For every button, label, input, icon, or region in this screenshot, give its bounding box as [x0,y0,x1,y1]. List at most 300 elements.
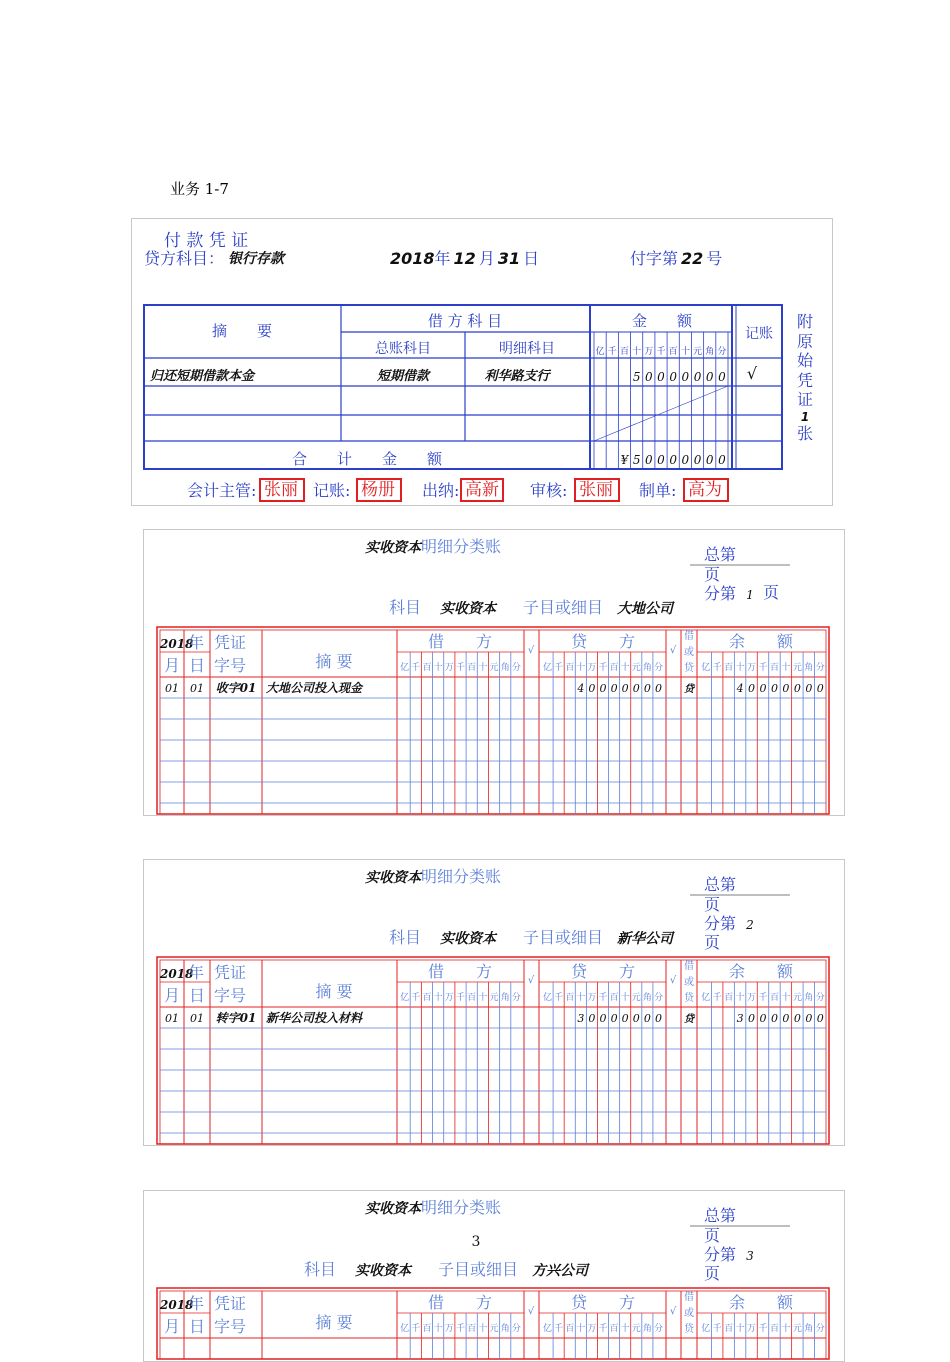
page-label-trailing: 页 [704,933,721,952]
digit-header: 万 [587,993,597,1003]
attach-char: 始 [796,351,813,370]
balance-digit: 0 [759,1012,767,1025]
subaccount-label: 子目或细目 [438,1260,519,1279]
digit-header: 十 [433,993,443,1003]
page-sub-label: 分第 [704,584,737,603]
ledger-type: 明细分类账 [420,537,502,556]
ledger-sheet [144,530,844,815]
digit-header: 角 [642,663,652,673]
day-label: 日 [188,986,206,1005]
subaccount-value: 大地公司 [617,601,673,617]
digit-header: 百 [724,1324,734,1334]
ledger-sheet [144,1191,844,1361]
digit-header: 百 [422,993,432,1003]
digit-header: 元 [489,993,499,1003]
ledger-title: 实收资本 [365,870,421,886]
attach-count: 1 [800,409,810,424]
digit-header: 角 [804,993,814,1003]
entry-voucher: 收字01 [215,681,257,695]
digit-header: 万 [747,993,757,1003]
date-year-unit: 年 [434,249,451,268]
entry-dr-cr: 贷 [684,1014,694,1025]
balance-digit: 0 [805,1012,813,1025]
summary-label: 摘 要 [315,1313,353,1332]
attach-char: 凭 [796,370,813,390]
credit-digit: 0 [599,682,607,695]
row-detail-account: 利华路支行 [484,369,550,384]
ledger-outer-border [157,627,829,814]
digit-header: 分 [511,1324,521,1334]
credit-digit: 0 [588,682,596,695]
digit-header: 百 [422,663,432,673]
day-label: 日 [188,1317,206,1336]
check-header: √ [527,1306,535,1317]
digit-header: 元 [489,663,499,673]
entry-day: 01 [190,682,204,695]
debit-label: 借 方 [427,1293,493,1312]
page-total-label: 总第 [704,545,737,564]
digit-header: 百 [467,993,477,1003]
reviewer-name: 张丽 [579,480,613,500]
digit-header: 亿 [701,1324,711,1334]
ledger-title: 实收资本 [365,540,421,556]
digit-header: 百 [565,663,575,673]
digit-header: 亿 [543,1324,553,1334]
digit-header: 千 [554,663,564,673]
entry-day: 01 [190,1012,204,1025]
dr-cr-header: 贷 [684,993,694,1004]
dr-cr-header: 借 [684,631,694,642]
digit-header: 亿 [701,993,711,1003]
void-slash [594,386,728,441]
debit-label: 借 方 [427,632,493,651]
digit-header: 亿 [595,347,605,357]
digit-header: 亿 [400,663,410,673]
sub-page-number: 3 [746,1249,754,1263]
subject-value: 实收资本 [440,601,496,617]
ledger-outer-border [157,957,829,1144]
credit-account-value: 银行存款 [228,251,284,267]
col-posted-header: 记账 [745,326,773,342]
digit-header: 分 [511,663,521,673]
amount-digit: 0 [693,370,702,384]
total-digit: 0 [657,453,665,467]
dr-cr-header: 借 [684,1292,694,1303]
credit-account-label: 贷方科目： [144,249,225,268]
digit-header: 十 [478,663,488,673]
digit-header: 十 [478,1324,488,1334]
debit-label: 借 方 [427,962,493,981]
cashier-name: 高新 [465,480,499,500]
digit-header: 亿 [400,1324,410,1334]
digit-header: 万 [444,993,454,1003]
posted-check: √ [746,364,758,383]
year-unit: 年 [188,1294,205,1313]
dr-cr-header: 或 [684,977,694,988]
digit-header: 千 [712,663,722,673]
balance-digit: 0 [782,1012,790,1025]
digit-header: 角 [705,347,715,357]
credit-label: 贷 方 [570,962,636,981]
digit-header: 角 [804,663,814,673]
digit-header: 分 [511,993,521,1003]
subject-label: 科目 [389,598,422,617]
total-label: 合 计 金 额 [291,450,443,468]
digit-header: 分 [653,993,663,1003]
voucher-title: 付 款 凭 证 [164,231,249,251]
reviewer-stamp [574,478,620,502]
digit-header: 亿 [400,993,410,1003]
digit-header: 元 [631,993,641,1003]
digit-header: 十 [620,1324,630,1334]
credit-digit: 0 [610,1012,618,1025]
balance-digit: 0 [816,682,824,695]
balance-digit: 0 [748,1012,756,1025]
date-month-unit: 月 [478,249,495,268]
total-digit: 5 [632,453,641,467]
digit-header: 千 [758,663,768,673]
balance-label: 余 额 [728,962,794,981]
balance-digit: 0 [793,682,801,695]
credit-digit: 0 [621,682,629,695]
month-label: 月 [163,656,181,675]
ledger-inner-border [160,630,826,814]
attach-char: 附 [796,312,813,331]
digit-header: 元 [489,1324,499,1334]
digit-header: 十 [735,663,745,673]
subject-label: 科目 [304,1260,337,1279]
credit-digit: 3 [577,1012,585,1025]
digit-header: 分 [815,1324,825,1334]
page-label-trailing: 页 [763,583,780,602]
ledger-type: 明细分类账 [420,867,502,886]
number-value: 22 [681,249,704,268]
total-digit: 0 [644,453,653,467]
credit-digit: 0 [643,1012,651,1025]
supervisor-label: 会计主管: [187,481,257,500]
digit-header: 千 [598,993,608,1003]
page-number: 3 [471,1234,481,1250]
dr-cr-header: 或 [684,647,694,658]
digit-header: 千 [656,347,666,357]
date-month: 12 [453,249,476,268]
check-header: √ [527,645,535,656]
total-digit: 0 [669,453,678,467]
page-total-label: 总第 [704,875,737,894]
amount-digit: 0 [669,370,678,384]
credit-digit: 0 [621,1012,629,1025]
col-detail-header: 明细科目 [499,341,555,357]
digit-header: 十 [620,663,630,673]
subaccount-value: 新华公司 [617,931,673,947]
digit-header: 分 [815,663,825,673]
digit-header: 百 [769,993,779,1003]
ledger-sheet [144,860,844,1145]
voucher-label: 凭证 [214,1294,247,1313]
digit-header: 元 [792,993,802,1003]
digit-header: 十 [632,347,642,357]
balance-digit: 0 [816,1012,824,1025]
digit-header: 亿 [543,663,553,673]
digit-header: 千 [712,993,722,1003]
check-header: √ [669,975,677,986]
digit-header: 千 [411,993,421,1003]
digit-header: 十 [620,993,630,1003]
cashier-label: 出纳: [422,481,460,500]
amount-digit: 5 [632,370,641,384]
digit-header: 千 [758,993,768,1003]
summary-label: 摘 要 [315,982,353,1001]
check-header: √ [527,975,535,986]
digit-header: 百 [769,663,779,673]
digit-header: 角 [804,1324,814,1334]
digit-header: 亿 [701,663,711,673]
col-amount-header: 金 额 [631,312,693,330]
digit-header: 千 [455,663,466,673]
col-debit-subject-header: 借 方 科 目 [427,312,503,330]
credit-digit: 0 [588,1012,596,1025]
total-digit: 0 [693,453,702,467]
balance-label: 余 额 [728,632,794,651]
digit-header: 分 [815,993,825,1003]
digit-header: 元 [631,1324,641,1334]
entry-month: 01 [165,682,179,695]
amount-digit: 0 [644,370,653,384]
digit-header: 百 [769,1324,779,1334]
row-general-account: 短期借款 [376,369,430,384]
digit-header: 千 [411,1324,421,1334]
digit-header: 千 [598,1324,608,1334]
date-year: 2018 [390,249,435,268]
bookkeeper-label: 记账: [313,481,351,500]
dr-cr-header: 贷 [684,1324,694,1335]
digit-header: 千 [554,1324,564,1334]
digit-header: 千 [455,1324,466,1334]
digit-header: 角 [500,663,510,673]
total-digit: ¥ [620,453,629,467]
balance-digit: 0 [770,1012,778,1025]
digit-header: 千 [712,1324,722,1334]
digit-header: 千 [411,663,421,673]
credit-digit: 0 [632,1012,640,1025]
ledger-year: 2018 [160,967,194,981]
sub-page-number: 2 [746,918,754,932]
entry-summary: 新华公司投入材料 [266,1011,363,1025]
dr-cr-header: 贷 [684,663,694,674]
digit-header: 百 [609,663,619,673]
voucher-no-label: 字号 [214,1317,247,1336]
digit-header: 万 [587,663,597,673]
digit-header: 十 [735,993,745,1003]
digit-header: 万 [644,347,654,357]
total-digit: 0 [718,453,726,467]
digit-header: 角 [642,993,652,1003]
digit-header: 百 [619,347,629,357]
entry-dr-cr: 贷 [684,684,694,695]
page-sub-label: 分第 [704,1245,737,1264]
credit-digit: 0 [610,682,618,695]
credit-digit: 0 [643,682,651,695]
subaccount-label: 子目或细目 [523,928,604,947]
subject-value: 实收资本 [355,1263,411,1279]
entry-voucher: 转字01 [215,1011,257,1025]
digit-header: 千 [758,1324,768,1334]
dr-cr-header: 或 [684,1308,694,1319]
ledger-card [143,859,845,1146]
digit-header: 十 [781,663,791,673]
voucher-no-label: 字号 [214,986,247,1005]
credit-digit: 0 [599,1012,607,1025]
digit-header: 分 [653,663,663,673]
digit-header: 百 [609,1324,619,1334]
page-label: 页 [704,895,721,914]
day-label: 日 [188,656,206,675]
col-summary-header: 摘 要 [211,322,273,340]
attachment-label [796,312,814,443]
digit-header: 千 [598,663,608,673]
subaccount-label: 子目或细目 [523,598,604,617]
balance-digit: 0 [759,682,767,695]
digit-header: 分 [717,347,727,357]
preparer-name: 高为 [688,480,722,500]
year-unit: 年 [188,963,205,982]
digit-header: 万 [587,1324,597,1334]
digit-header: 角 [500,993,510,1003]
amount-digit: 0 [681,370,690,384]
balance-label: 余 额 [728,1293,794,1312]
exercise-heading: 业务 1-7 [170,180,229,198]
digit-header: 十 [433,663,443,673]
digit-header: 万 [444,663,454,673]
month-label: 月 [163,1317,181,1336]
digit-header: 元 [792,1324,802,1334]
digit-header: 百 [724,663,734,673]
digit-header: 角 [500,1324,510,1334]
digit-header: 十 [735,1324,745,1334]
reviewer-label: 审核: [530,481,568,500]
summary-label: 摘 要 [315,652,353,671]
digit-header: 十 [433,1324,443,1334]
attach-char: 证 [796,390,813,409]
digit-header: 百 [724,993,734,1003]
digit-header: 十 [576,1324,586,1334]
ledger-inner-border [160,960,826,1144]
check-header: √ [669,1306,677,1317]
preparer-stamp [683,478,729,502]
credit-digit: 0 [654,1012,662,1025]
balance-digit: 0 [793,1012,801,1025]
ledger-year: 2018 [160,1298,194,1312]
digit-header: 分 [653,1324,663,1334]
balance-digit: 0 [748,682,756,695]
date-day-unit: 日 [523,249,540,268]
balance-digit: 0 [782,682,790,695]
supervisor-stamp [259,478,305,502]
check-header: √ [669,645,677,656]
digit-header: 百 [422,1324,432,1334]
page-label: 页 [704,1226,721,1245]
digit-header: 十 [781,993,791,1003]
ledger-type: 明细分类账 [420,1198,502,1217]
month-label: 月 [163,986,181,1005]
bookkeeper-stamp [356,478,402,502]
balance-digit: 0 [770,682,778,695]
digit-header: 十 [781,1324,791,1334]
entry-summary: 大地公司投入现金 [266,681,363,695]
balance-digit: 0 [805,682,813,695]
credit-digit: 0 [654,682,662,695]
voucher-no-label: 字号 [214,656,247,675]
supervisor-name: 张丽 [264,480,298,500]
subaccount-value: 方兴公司 [532,1263,588,1279]
credit-digit: 4 [577,682,585,695]
digit-header: 亿 [543,993,553,1003]
payment-voucher [131,218,833,506]
digit-header: 千 [607,347,617,357]
digit-header: 角 [642,1324,652,1334]
credit-digit: 0 [632,682,640,695]
subject-value: 实收资本 [440,931,496,947]
sub-page-number: 1 [746,588,754,602]
digit-header: 元 [792,663,802,673]
attach-char: 原 [796,331,813,351]
amount-digit: 0 [718,370,726,384]
digit-header: 千 [455,993,466,1003]
number-suffix: 号 [706,249,723,268]
amount-digit: 0 [657,370,665,384]
ledger-title: 实收资本 [365,1201,421,1217]
col-general-header: 总账科目 [375,341,431,357]
digit-header: 十 [478,993,488,1003]
balance-digit: 4 [736,682,744,695]
ledger-card [143,529,845,816]
attach-unit: 张 [796,423,813,443]
voucher-label: 凭证 [214,963,247,982]
total-digit: 0 [681,453,690,467]
digit-header: 万 [747,1324,757,1334]
digit-header: 百 [565,993,575,1003]
digit-header: 十 [576,993,586,1003]
date-day: 31 [497,249,521,268]
digit-header: 百 [668,347,678,357]
credit-label: 贷 方 [570,1293,636,1312]
digit-header: 万 [444,1324,454,1334]
digit-header: 万 [747,663,757,673]
total-digit: 0 [705,453,714,467]
digit-header: 百 [467,663,477,673]
voucher-table [132,219,832,505]
amount-digit: 0 [705,370,714,384]
preparer-label: 制单: [639,481,677,500]
voucher-label: 凭证 [214,633,247,652]
digit-header: 元 [631,663,641,673]
page-label-trailing: 页 [704,1264,721,1283]
ledger-year: 2018 [160,637,194,651]
digit-header: 百 [565,1324,575,1334]
digit-header: 十 [680,347,690,357]
cashier-stamp [460,478,504,502]
balance-digit: 3 [736,1012,744,1025]
number-prefix: 付字第 [630,249,679,268]
subject-label: 科目 [389,928,422,947]
year-unit: 年 [188,633,205,652]
page-total-label: 总第 [704,1206,737,1225]
digit-header: 元 [693,347,703,357]
page-label: 页 [704,565,721,584]
ledger-card [143,1190,845,1362]
row-summary: 归还短期借款本金 [150,369,255,384]
digit-header: 十 [576,663,586,673]
